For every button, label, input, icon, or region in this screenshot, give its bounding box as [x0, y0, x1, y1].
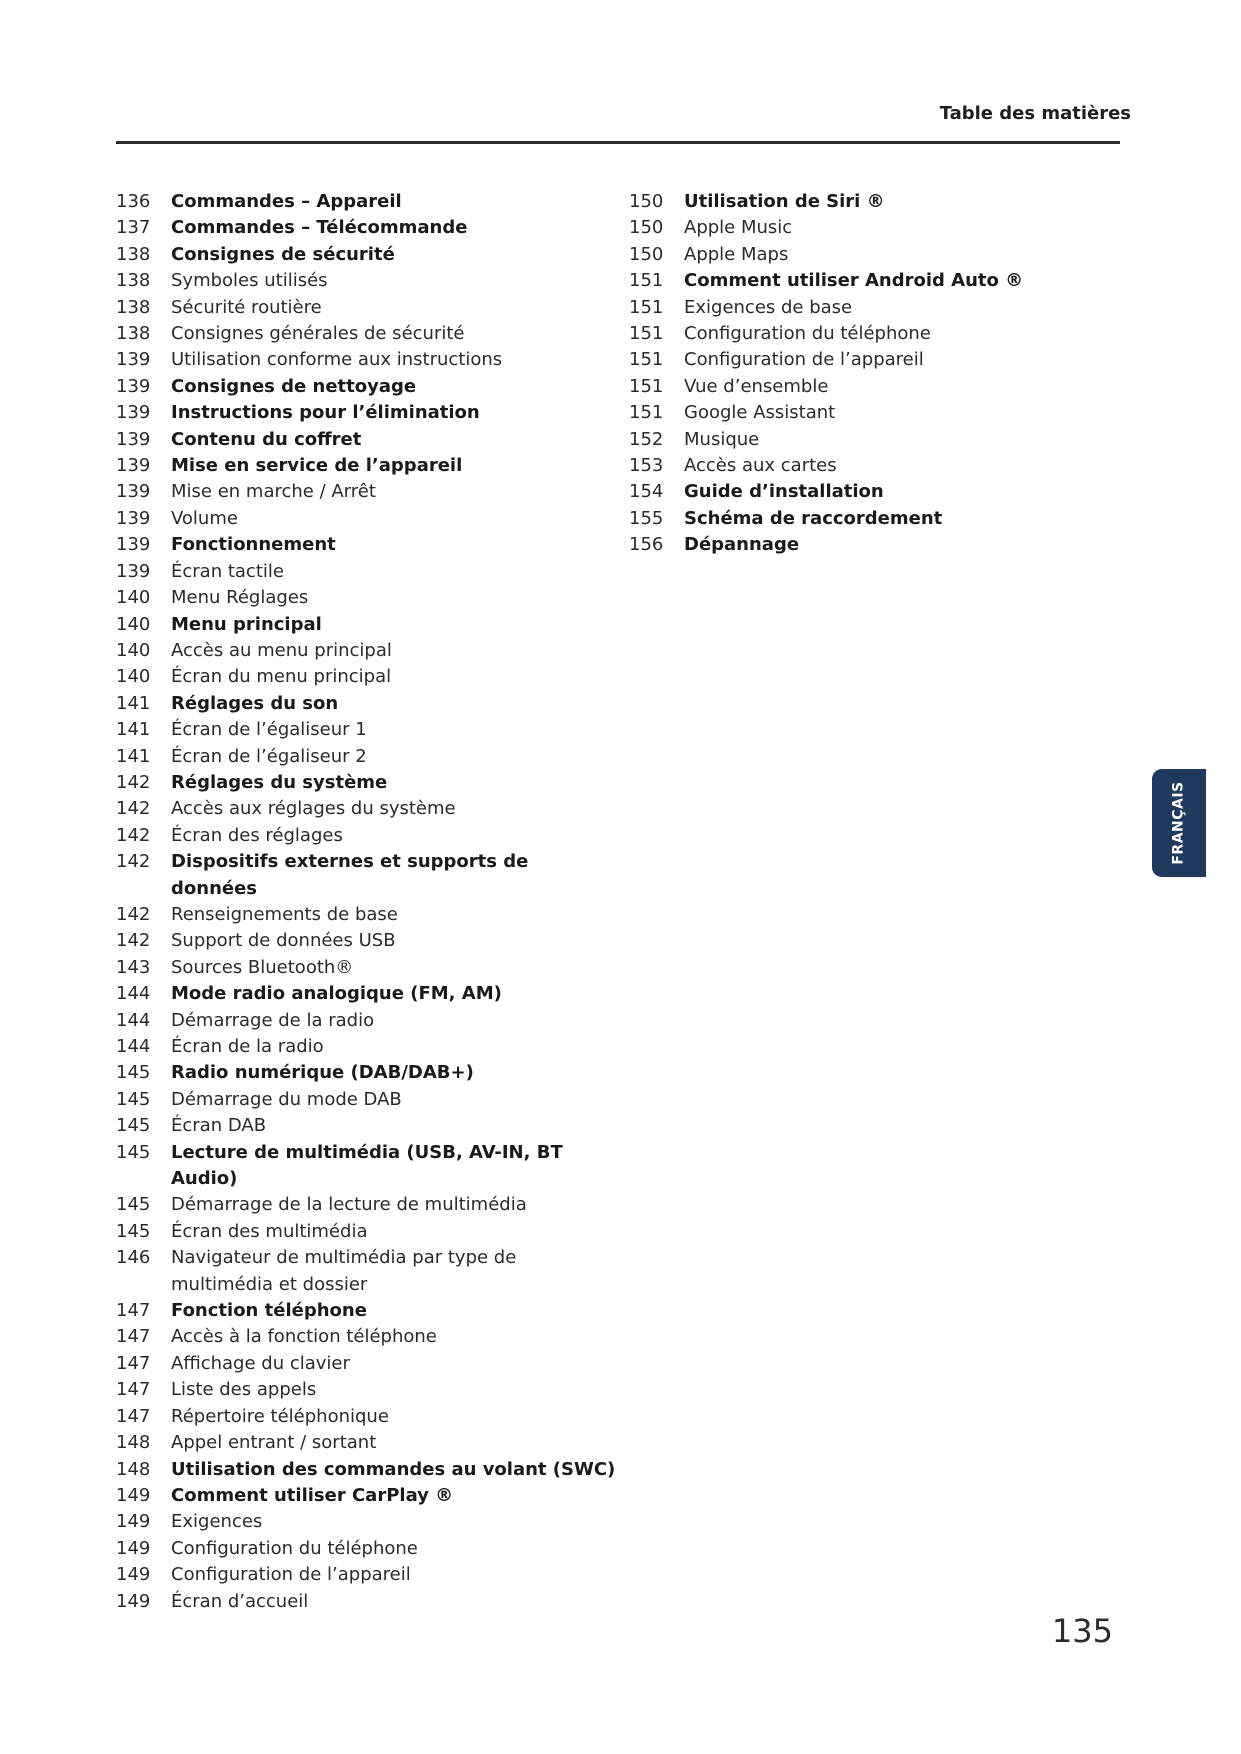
toc-entry-page: 138 — [116, 296, 151, 318]
toc-entry-title: Réglages du son — [171, 692, 339, 714]
toc-entry-title: Accès à la fonction téléphone — [171, 1326, 437, 1348]
toc-entry-title: Dépannage — [684, 534, 800, 556]
toc-entry — [116, 400, 616, 426]
toc-entry — [116, 585, 616, 611]
toc-entry-page: 156 — [629, 534, 664, 556]
toc-entry-title: Exigences — [171, 1511, 263, 1533]
toc-entry — [629, 506, 1129, 532]
toc-entry — [116, 1192, 616, 1218]
toc-entry-title: Mode radio analogique (FM, AM) — [171, 983, 502, 1005]
toc-entry-page: 150 — [629, 217, 664, 239]
toc-entry — [116, 532, 616, 558]
toc-entry-title: Configuration du téléphone — [171, 1537, 418, 1559]
toc-entry — [116, 1298, 616, 1324]
toc-entry-title: Contenu du coffret — [171, 428, 362, 450]
toc-entry — [116, 664, 616, 690]
toc-entry-title: Musique — [684, 428, 760, 450]
toc-right-column — [629, 189, 1129, 559]
toc-entry-page: 147 — [116, 1405, 151, 1427]
toc-entry-title: Fonction téléphone — [171, 1300, 367, 1322]
toc-entry-title: Symboles utilisés — [171, 270, 328, 292]
toc-entry — [116, 1351, 616, 1377]
toc-entry-page: 149 — [116, 1511, 151, 1533]
toc-entry — [116, 823, 616, 849]
toc-entry-title: Démarrage du mode DAB — [171, 1088, 402, 1110]
toc-entry-page: 142 — [116, 903, 151, 925]
toc-entry — [116, 928, 616, 954]
toc-entry-title: Instructions pour l’élimination — [171, 402, 480, 424]
toc-entry — [116, 717, 616, 743]
toc-entry-title: Comment utiliser Android Auto ® — [684, 270, 1024, 292]
toc-entry — [116, 744, 616, 770]
toc-entry-title: Écran de la radio — [171, 1036, 324, 1057]
toc-entry-title: Guide d’installation — [684, 481, 884, 503]
toc-entry-title: Répertoire téléphonique — [171, 1405, 389, 1427]
toc-entry-page: 149 — [116, 1537, 151, 1559]
toc-entry-page: 139 — [116, 507, 151, 529]
toc-entry — [116, 1219, 616, 1245]
toc-entry-page: 141 — [116, 692, 151, 714]
toc-entry-page: 138 — [116, 270, 151, 292]
toc-entry — [116, 1562, 616, 1588]
toc-entry — [116, 506, 616, 532]
toc-entry — [629, 215, 1129, 241]
toc-entry-title: Configuration de l’appareil — [171, 1564, 411, 1586]
toc-entry-page: 144 — [116, 983, 151, 1005]
toc-entry-page: 150 — [629, 243, 664, 265]
toc-entry-page: 138 — [116, 323, 151, 345]
toc-entry-title: Exigences de base — [684, 296, 853, 318]
toc-entry-page: 142 — [116, 851, 151, 873]
toc-entry-title: Accès aux cartes — [684, 455, 837, 477]
toc-entry-title: Sources Bluetooth® — [171, 956, 354, 978]
toc-entry-title: Écran du menu principal — [171, 666, 392, 688]
toc-entry-page: 139 — [116, 349, 151, 371]
toc-entry — [116, 189, 616, 215]
toc-entry — [116, 691, 616, 717]
toc-entry-page: 140 — [116, 639, 151, 661]
toc-entry-page: 151 — [629, 270, 664, 292]
toc-entry — [629, 268, 1129, 294]
toc-entry — [629, 453, 1129, 479]
toc-entry — [116, 215, 616, 241]
toc-entry-page: 153 — [629, 455, 664, 477]
toc-entry-title: Utilisation des commandes au volant (SWC) — [171, 1458, 616, 1480]
toc-entry-title: Écran tactile — [171, 560, 284, 582]
toc-entry — [116, 612, 616, 638]
language-tab-label: FRANÇAIS — [1171, 781, 1188, 865]
toc-entry — [116, 321, 616, 347]
toc-entry-page: 142 — [116, 824, 151, 846]
toc-entry-page: 145 — [116, 1088, 151, 1110]
toc-entry-page: 142 — [116, 771, 151, 793]
toc-entry — [116, 1483, 616, 1509]
toc-entry-page: 145 — [116, 1141, 151, 1163]
toc-entry — [116, 1457, 616, 1483]
toc-entry — [116, 242, 616, 268]
toc-entry-title: Navigateur de multimédia par type de multimédia et dossier — [171, 1247, 517, 1295]
toc-entry-title: Configuration de l’appareil — [684, 349, 924, 371]
toc-entry — [116, 374, 616, 400]
toc-entry-page: 141 — [116, 719, 151, 741]
toc-entry-page: 139 — [116, 428, 151, 450]
header-divider — [116, 141, 1120, 144]
toc-entry — [629, 189, 1129, 215]
toc-entry-title: Menu Réglages — [171, 587, 309, 609]
toc-entry-title: Apple Music — [684, 217, 793, 239]
toc-entry — [629, 295, 1129, 321]
toc-entry-page: 151 — [629, 323, 664, 345]
toc-entry — [116, 268, 616, 294]
toc-entry-title: Lecture de multimédia (USB, AV-IN, BT Audio) — [171, 1141, 563, 1190]
toc-entry-title: Dispositifs externes et supports de données — [171, 851, 529, 899]
toc-entry-page: 145 — [116, 1194, 151, 1216]
toc-entry-title: Commandes – Appareil — [171, 191, 402, 212]
toc-entry-title: Volume — [171, 507, 238, 529]
toc-entry — [629, 347, 1129, 373]
toc-entry-page: 140 — [116, 587, 151, 609]
toc-entry — [116, 479, 616, 505]
toc-entry-page: 144 — [116, 1036, 151, 1057]
toc-entry-page: 136 — [116, 191, 151, 212]
toc-entry-page: 139 — [116, 375, 151, 397]
toc-entry-page: 139 — [116, 534, 151, 556]
toc-entry — [629, 374, 1129, 400]
toc-entry — [116, 796, 616, 822]
toc-entry — [629, 400, 1129, 426]
toc-entry-page: 146 — [116, 1247, 151, 1269]
toc-entry-title: Consignes de nettoyage — [171, 375, 417, 397]
toc-entry — [116, 1377, 616, 1403]
toc-entry-page: 151 — [629, 349, 664, 371]
toc-entry-page: 148 — [116, 1432, 151, 1454]
toc-entry-title: Démarrage de la lecture de multimédia — [171, 1194, 527, 1216]
toc-entry-title: Liste des appels — [171, 1379, 317, 1401]
page-header-title: Table des matières — [939, 103, 1131, 124]
toc-entry-page: 151 — [629, 402, 664, 424]
toc-entry-page: 144 — [116, 1009, 151, 1031]
toc-entry-title: Apple Maps — [684, 243, 789, 265]
toc-entry-title: Écran DAB — [171, 1115, 267, 1137]
toc-entry-page: 145 — [116, 1062, 151, 1084]
toc-entry-title: Support de données USB — [171, 930, 396, 952]
toc-entry-title: Consignes générales de sécurité — [171, 323, 465, 345]
toc-entry — [629, 479, 1129, 505]
toc-entry-title: Accès au menu principal — [171, 639, 392, 661]
toc-entry-title: Affichage du clavier — [171, 1352, 350, 1374]
toc-entry-page: 147 — [116, 1379, 151, 1401]
toc-entry-title: Schéma de raccordement — [684, 507, 943, 529]
toc-entry — [116, 295, 616, 321]
toc-entry — [116, 1008, 616, 1034]
toc-entry-page: 139 — [116, 455, 151, 477]
toc-entry — [116, 1536, 616, 1562]
toc-entry-title: Réglages du système — [171, 771, 388, 793]
toc-entry-title: Démarrage de la radio — [171, 1009, 375, 1031]
toc-entry-page: 148 — [116, 1458, 151, 1480]
toc-entry-title: Radio numérique (DAB/DAB+) — [171, 1062, 474, 1084]
toc-entry-title: Sécurité routière — [171, 296, 322, 318]
toc-left-column — [116, 189, 616, 1615]
toc-entry — [116, 1430, 616, 1456]
toc-entry — [116, 1324, 616, 1350]
toc-entry-page: 137 — [116, 217, 151, 239]
toc-entry-title: Comment utiliser CarPlay ® — [171, 1484, 454, 1506]
toc-entry-title: Mise en marche / Arrêt — [171, 481, 376, 503]
toc-entry — [116, 849, 616, 902]
toc-entry-page: 151 — [629, 375, 664, 397]
toc-entry-title: Écran de l’égaliseur 2 — [171, 745, 367, 767]
toc-entry-page: 154 — [629, 481, 664, 503]
toc-entry-page: 141 — [116, 745, 151, 767]
toc-entry — [116, 453, 616, 479]
toc-entry-page: 142 — [116, 798, 151, 820]
toc-entry — [116, 902, 616, 928]
toc-entry-title: Écran d’accueil — [171, 1590, 309, 1612]
toc-entry-title: Appel entrant / sortant — [171, 1432, 377, 1454]
toc-entry — [116, 1113, 616, 1139]
toc-entry — [116, 1404, 616, 1430]
toc-entry — [116, 427, 616, 453]
toc-entry — [116, 638, 616, 664]
toc-entry — [629, 321, 1129, 347]
toc-entry-title: Utilisation conforme aux instructions — [171, 349, 503, 371]
toc-entry-page: 139 — [116, 560, 151, 582]
toc-entry-title: Mise en service de l’appareil — [171, 455, 463, 477]
toc-entry — [116, 1034, 616, 1060]
toc-entry-page: 149 — [116, 1484, 151, 1506]
toc-entry-page: 138 — [116, 243, 151, 265]
toc-entry — [116, 559, 616, 585]
toc-entry — [116, 1087, 616, 1113]
toc-entry-page: 147 — [116, 1326, 151, 1348]
toc-entry-page: 147 — [116, 1352, 151, 1374]
toc-entry-title: Écran de l’égaliseur 1 — [171, 719, 367, 741]
toc-entry-page: 139 — [116, 402, 151, 424]
toc-entry-title: Consignes de sécurité — [171, 243, 395, 265]
toc-entry — [629, 532, 1129, 558]
toc-entry-title: Configuration du téléphone — [684, 323, 931, 345]
toc-entry-page: 140 — [116, 666, 151, 688]
toc-entry-page: 150 — [629, 191, 664, 212]
toc-entry-page: 140 — [116, 613, 151, 635]
toc-entry-title: Écran des multimédia — [171, 1220, 368, 1242]
toc-entry-page: 149 — [116, 1590, 151, 1612]
toc-entry-page: 145 — [116, 1220, 151, 1242]
toc-entry — [629, 242, 1129, 268]
toc-entry — [629, 427, 1129, 453]
toc-entry — [116, 1509, 616, 1535]
toc-entry-page: 152 — [629, 428, 664, 450]
toc-entry — [116, 1589, 616, 1615]
toc-entry-title: Menu principal — [171, 613, 322, 635]
toc-entry-page: 147 — [116, 1300, 151, 1322]
toc-entry — [116, 1060, 616, 1086]
toc-entry-title: Vue d’ensemble — [684, 375, 829, 397]
toc-entry-title: Google Assistant — [684, 402, 836, 424]
toc-entry — [116, 1140, 616, 1193]
toc-entry-title: Écran des réglages — [171, 824, 343, 846]
toc-entry — [116, 955, 616, 981]
page-number: 135 — [1051, 1612, 1113, 1650]
toc-entry-page: 145 — [116, 1115, 151, 1137]
toc-entry-title: Renseignements de base — [171, 903, 398, 925]
toc-entry — [116, 347, 616, 373]
toc-entry-title: Fonctionnement — [171, 534, 336, 556]
toc-entry — [116, 770, 616, 796]
toc-entry-page: 139 — [116, 481, 151, 503]
toc-entry-title: Commandes – Télécommande — [171, 217, 468, 239]
toc-entry-title: Accès aux réglages du système — [171, 798, 456, 820]
toc-entry-title: Utilisation de Siri ® — [684, 191, 885, 212]
toc-entry-page: 142 — [116, 930, 151, 952]
language-tab — [1152, 769, 1206, 877]
toc-entry — [116, 981, 616, 1007]
toc-entry-page: 151 — [629, 296, 664, 318]
toc-entry-page: 143 — [116, 956, 151, 978]
toc-entry — [116, 1245, 616, 1298]
toc-entry-page: 155 — [629, 507, 664, 529]
toc-entry-page: 149 — [116, 1564, 151, 1586]
